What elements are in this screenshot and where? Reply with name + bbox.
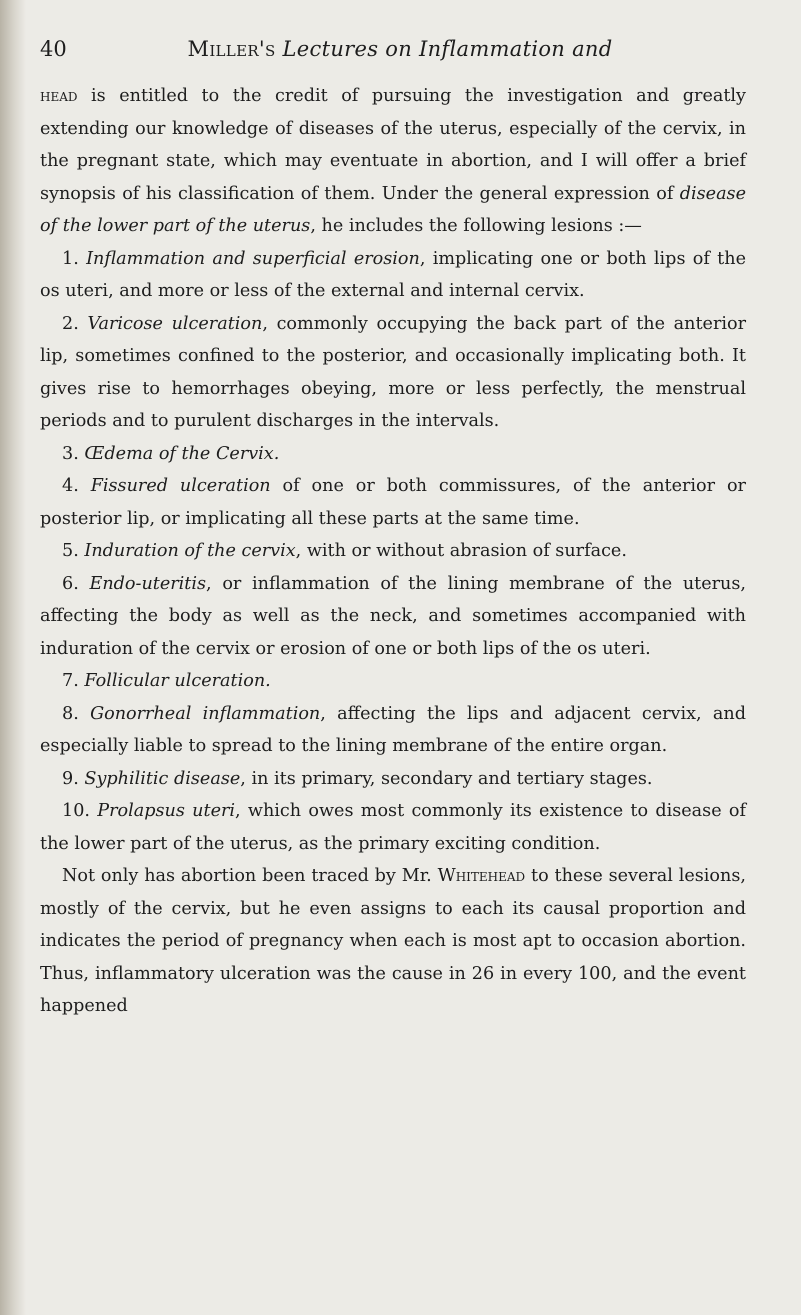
text-run: to these several lesions, mostly of the cervix, but he even assigns to each its causal proportion and indicates the period of pregnancy when each is most apt to occasion abortion. Thus, inflammatory ulceration was the cause in 26 in every 100, and the event happened [40, 866, 746, 1016]
text-run: 3. [62, 443, 85, 464]
text-run: Not only has abortion been traced by Mr. [62, 866, 438, 886]
running-title-author: Miller's [187, 37, 276, 61]
running-title [40, 32, 760, 66]
text-run: 9. [62, 768, 85, 789]
text-run: of one or both commissures, of the anterior or posterior lip, or implicating all these parts at the same time. [40, 476, 746, 529]
text-run: 10. [62, 801, 98, 821]
italic-term: disease of the lower part of the uterus [40, 183, 746, 236]
text-run: , implicating one or both lips of the os uteri, and more or less of the external and internal cervix. [40, 248, 746, 301]
italic-term: Œdema of the Cervix. [84, 443, 280, 464]
text-run: 7. [62, 671, 85, 691]
text-run: 2. [62, 313, 88, 334]
text-run: , affecting the lips and adjacent cervix, and especially liable to spread to the lining membrane of the entire organ. [40, 703, 746, 756]
small-caps-name: Whitehead [437, 866, 526, 886]
text-run: 8. [62, 703, 91, 724]
paragraph-p1 [40, 243, 746, 308]
paragraph-p3 [40, 438, 746, 471]
paragraph-p0 [40, 80, 746, 243]
text-run: , with or without abrasion of surface. [295, 541, 627, 561]
text-run: 4. [62, 476, 91, 496]
paragraph-p5 [40, 535, 746, 568]
running-head [40, 32, 760, 66]
paragraph-p7 [40, 665, 746, 698]
paragraph-p2 [40, 308, 746, 438]
italic-term: Induration of the cervix [84, 541, 296, 561]
text-run: 5. [62, 541, 85, 561]
italic-term: Syphilitic disease [84, 768, 241, 789]
text-run: , or inflammation of the lining membrane of the uterus, affecting the body as well as the neck, and sometimes accompanied with induration of the cervix or erosion of one or both lips of the os uteri. [40, 573, 746, 659]
text-run: 1. [62, 248, 87, 269]
paragraph-p4 [40, 470, 746, 535]
text-run: , which owes most commonly its existence to disease of the lower part of the uterus, as the primary exciting condition. [40, 801, 747, 854]
italic-term: Gonorrheal inflammation [90, 703, 321, 724]
italic-term: Endo-uteritis [89, 573, 207, 594]
body-text [40, 80, 746, 1023]
italic-term: Follicular ulceration. [84, 671, 271, 691]
text-run: , in its primary, secondary and tertiary stages. [240, 768, 653, 789]
italic-term: Fissured ulceration [90, 476, 271, 496]
paragraph-p6 [40, 568, 746, 666]
italic-term: Inflammation and superficial erosion [86, 248, 420, 269]
paragraph-p8 [40, 698, 746, 763]
page-number: 40 [40, 37, 67, 61]
small-caps-name: head [40, 86, 78, 106]
paragraph-p9 [40, 763, 746, 796]
italic-term: Varicose ulceration [87, 313, 263, 334]
running-title-italic: Lectures on Inflammation and [282, 37, 613, 61]
text-run: is entitled to the credit of pursuing the investigation and greatly extending our knowledge of diseases of the uterus, especially of the cervix, in the pregnant state, which may eventuate in abortion, and I will offer a brief synopsis of his classification of them. Under the general expression of [40, 86, 746, 204]
text-run: 6. [62, 573, 90, 594]
text-run: , commonly occupying the back part of the anterior lip, sometimes confined to the posterior, and occasionally implicating both. It gives rise to hemorrhages obeying, more or less perfectly, the menstrual periods and to purulent discharges in the intervals. [40, 313, 746, 431]
paragraph-p11 [40, 860, 746, 1023]
text-run: , he includes the following lesions :— [310, 216, 642, 236]
italic-term: Prolapsus uteri [97, 801, 236, 821]
paragraph-p10 [40, 795, 746, 860]
